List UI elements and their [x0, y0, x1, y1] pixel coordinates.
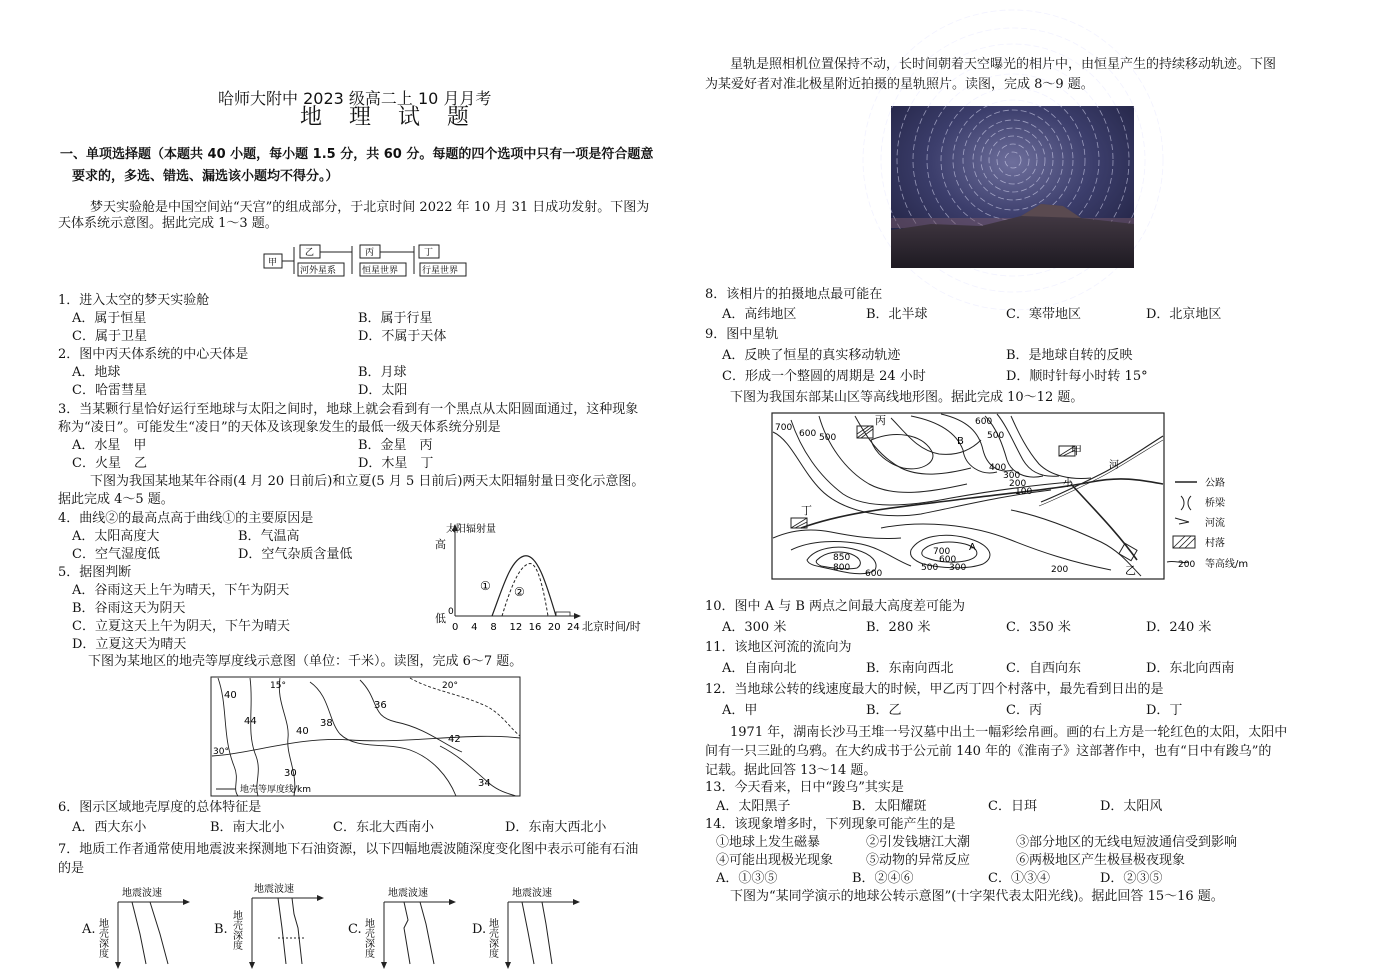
- contour-label: 500: [819, 433, 837, 443]
- crust-label: 44: [244, 716, 257, 727]
- contour-label: 400: [989, 463, 1007, 473]
- crust-label: 36: [374, 700, 387, 711]
- q2-option-a: A．地球: [72, 365, 121, 380]
- seismic-graph-c: [364, 884, 464, 970]
- solar-radiation-chart: [432, 520, 672, 640]
- legend-road: 公路: [1205, 478, 1225, 489]
- q2-option-c: C．哈雷彗星: [72, 383, 147, 398]
- contour-label: 100: [1015, 487, 1033, 497]
- crust-label: 15°: [270, 681, 286, 691]
- intro-text: 下图为我国某地某年谷雨(4 月 20 日前后)和立夏(5 月 5 日前后)两天太阳辐射量日变化示意图。: [90, 474, 645, 489]
- q6-option-d: D．东南大西北小: [505, 820, 607, 835]
- q3-option-c: C．火星 乙: [72, 456, 147, 471]
- q5-option-c: C．立夏这天上午为阴天，下午为晴天: [72, 619, 290, 634]
- x-tick-label: 20: [547, 622, 561, 633]
- q9-option-c: C．形成一个整圆的周期是 24 小时: [722, 369, 926, 384]
- x-tick-label: 8: [490, 622, 497, 633]
- intro-text: 1971 年，湖南长沙马王堆一号汉墓中出土一幅彩绘帛画。画的右上方是一轮红色的太阳，太阳中: [730, 725, 1288, 740]
- seismic-axis-y: 地壳深度: [362, 918, 374, 958]
- village-label: 丁: [801, 504, 812, 517]
- star-trail-photo: [891, 106, 1134, 268]
- q3-stem-cont: 称为“凌日”。可能发生“凌日”的天体及该现象发生的最低一级天体系统分别是: [58, 420, 501, 435]
- q14-item: ②引发钱塘江大潮: [866, 835, 971, 850]
- q5-option-a: A．谷雨这天上午为晴天，下午为阴天: [72, 583, 290, 598]
- section-heading: 一、单项选择题（本题共 40 小题，每小题 1.5 分，共 60 分。每题的四个选项中只有一项是符合题意: [60, 147, 654, 162]
- seismic-axis-x: 地震波速: [254, 884, 294, 895]
- q6-stem: 6．图示区域地壳厚度的总体特征是: [58, 800, 262, 815]
- x-tick-label: 16: [528, 622, 542, 633]
- q3-option-d: D．木星 丁: [358, 456, 434, 471]
- q1-option-a: A．属于恒星: [72, 311, 147, 326]
- q1-option-d: D．不属于天体: [358, 329, 447, 344]
- contour-label: 200: [1051, 565, 1069, 575]
- q7-option-d-label: D.: [472, 922, 487, 937]
- topographic-map: [771, 410, 1255, 582]
- intro-text: 为某爱好者对准北极星附近拍摄的星轨照片。读图，完成 8～9 题。: [705, 77, 1094, 92]
- section-heading-cont: 要求的，多选、错选、漏选该小题均不得分。）: [72, 169, 339, 184]
- point-label: A: [969, 542, 976, 553]
- q13-stem: 13．今天看来，日中“踆乌”其实是: [705, 780, 904, 795]
- contour-label: 300: [949, 563, 967, 573]
- q8-stem: 8．该相片的拍摄地点最可能在: [705, 287, 883, 302]
- box-bing: 丙: [365, 248, 375, 258]
- label-galaxy: 河外星系: [300, 266, 337, 276]
- q10-option-b: B．280 米: [866, 620, 931, 635]
- intro-text: 据此完成 4～5 题。: [58, 492, 174, 507]
- q10-stem: 10．图中 A 与 B 两点之间最大高度差可能为: [705, 599, 966, 614]
- q14-option-a: A．①③⑤: [716, 871, 778, 886]
- x-tick-label: 4: [471, 622, 478, 633]
- q11-option-a: A．自南向北: [722, 661, 797, 676]
- contour-label: 600: [799, 429, 817, 439]
- box-yi: 乙: [305, 248, 315, 258]
- crust-label: 20°: [442, 681, 458, 691]
- q9-option-d: D．顺时针每小时转 15°: [1006, 369, 1148, 384]
- q8-option-a: A．高纬地区: [722, 307, 797, 322]
- q8-option-b: B．北半球: [866, 307, 928, 322]
- village-label: 丙: [875, 414, 886, 427]
- village-label: 甲: [1071, 444, 1082, 457]
- chart-ylabel: 太阳辐射量: [446, 524, 496, 535]
- q11-option-b: B．东南向西北: [866, 661, 954, 676]
- seismic-axis-y: 地壳深度: [96, 918, 108, 958]
- q4-option-a: A．太阳高度大: [72, 529, 160, 544]
- contour-label: 600: [975, 417, 993, 427]
- legend-village: 村落: [1205, 538, 1225, 549]
- q14-option-c: C．①③④: [988, 871, 1050, 886]
- seismic-graph-d: [488, 884, 588, 970]
- village-label: 乙: [1125, 564, 1136, 577]
- curve-2-label: ②: [514, 585, 525, 599]
- x-tick-label: 24: [567, 622, 580, 633]
- q10-option-d: D．240 米: [1146, 620, 1212, 635]
- q14-item: ③部分地区的无线电短波通信受到影响: [1016, 835, 1238, 850]
- q10-option-a: A．300 米: [722, 620, 787, 635]
- q14-item: ⑤动物的异常反应: [866, 853, 971, 868]
- contour-label: 500: [987, 431, 1005, 441]
- intro-text: 天体系统示意图。据此完成 1～3 题。: [58, 216, 278, 231]
- q6-option-b: B．南大北小: [210, 820, 285, 835]
- contour-label: 300: [1003, 471, 1021, 481]
- contour-label: 200: [1009, 479, 1027, 489]
- label-star-world: 恒星世界: [362, 266, 399, 276]
- chart-y-high: 高: [435, 538, 446, 551]
- crust-label: 40: [224, 690, 237, 701]
- intro-text: 下图为“某同学演示的地球公转示意图”(十字架代表太阳光线)。据此回答 15～16 题。: [730, 889, 1224, 904]
- box-ding: 丁: [424, 248, 434, 258]
- chart-y-zero: 0: [448, 607, 454, 617]
- q7-option-a-label: A.: [82, 922, 96, 937]
- river-label: 小: [1063, 478, 1073, 489]
- q10-option-c: C．350 米: [1006, 620, 1071, 635]
- q4-option-b: B．气温高: [238, 529, 300, 544]
- label-planet-world: 行星世界: [422, 266, 459, 276]
- crust-label: 38: [320, 718, 333, 729]
- q4-option-c: C．空气湿度低: [72, 547, 160, 562]
- q12-stem: 12．当地球公转的线速度最大的时候，甲乙丙丁四个村落中，最先看到日出的是: [705, 682, 1164, 697]
- crust-legend: 地壳等厚度线/km: [240, 785, 312, 795]
- q1-option-b: B．属于行星: [358, 311, 433, 326]
- contour-label: 800: [833, 563, 851, 573]
- seismic-graph-a: [98, 884, 198, 970]
- q5-option-b: B．谷雨这天为阴天: [72, 601, 186, 616]
- q12-option-a: A．甲: [722, 703, 758, 718]
- q14-item: ④可能出现极光现象: [716, 853, 834, 868]
- q2-stem: 2．图中丙天体系统的中心天体是: [58, 347, 249, 362]
- q9-option-a: A．反映了恒星的真实移动轨迹: [722, 348, 901, 363]
- x-tick-label: 0: [452, 622, 459, 633]
- q14-option-b: B．②④⑥: [852, 871, 914, 886]
- x-ticks: [452, 622, 580, 633]
- exam-title: 哈师大附中 2023 级高二上 10 月月考: [218, 89, 492, 108]
- chart-xlabel: 北京时间/时: [582, 620, 641, 633]
- legend-contour-value: 200: [1178, 560, 1196, 570]
- q3-option-a: A．水星 甲: [72, 438, 147, 453]
- chart-y-low: 低: [435, 612, 446, 625]
- crust-label: 34: [478, 778, 491, 789]
- q14-item: ①地球上发生磁暴: [716, 835, 821, 850]
- q5-option-d: D．立夏这天为晴天: [72, 637, 187, 652]
- box-jia: 甲: [268, 258, 278, 268]
- q11-option-d: D．东北向西南: [1146, 661, 1235, 676]
- intro-text: 记载。据此回答 13～14 题。: [705, 763, 877, 778]
- q1-stem: 1．进入太空的梦天实验舱: [58, 293, 210, 308]
- q6-option-a: A．西大东小: [72, 820, 147, 835]
- q7-stem: 7．地质工作者通常使用地震波来探测地下石油资源，以下四幅地震波随深度变化图中表示可能有石油: [58, 842, 639, 857]
- q3-stem: 3．当某颗行星恰好运行至地球与太阳之间时，地球上就会看到有一个黑点从太阳圆面通过，这种现象: [58, 402, 639, 417]
- q4-stem: 4．曲线②的最高点高于曲线①的主要原因是: [58, 511, 314, 526]
- celestial-system-diagram: [262, 242, 472, 278]
- q12-option-d: D．丁: [1146, 703, 1183, 718]
- crust-label: 40: [296, 726, 309, 737]
- contour-label: 850: [833, 553, 851, 563]
- legend-contour-unit: 等高线/m: [1205, 559, 1249, 570]
- crust-label: 30°: [213, 747, 229, 757]
- q14-stem: 14．该现象增多时，下列现象可能产生的是: [705, 817, 956, 832]
- intro-text: 下图为我国东部某山区等高线地形图。据此完成 10～12 题。: [730, 390, 1084, 405]
- seismic-axis-x: 地震波速: [122, 888, 162, 899]
- q13-option-d: D．太阳风: [1100, 799, 1163, 814]
- intro-text: 下图为某地区的地壳等厚度线示意图（单位：千米）。读图，完成 6～7 题。: [88, 654, 523, 669]
- q9-stem: 9．图中星轨: [705, 327, 779, 342]
- contour-label: 500: [921, 563, 939, 573]
- q7-option-c-label: C.: [348, 922, 362, 937]
- seismic-axis-x: 地震波速: [388, 888, 428, 899]
- seismic-graph-b: [232, 880, 332, 970]
- intro-text: 梦天实验舱是中国空间站“天宫”的组成部分，于北京时间 2022 年 10 月 31 日成功发射。下图为: [90, 200, 650, 215]
- q7-option-b-label: B.: [214, 922, 228, 937]
- intro-text: 星轨是照相机位置保持不动，长时间朝着天空曝光的相片中，由恒星产生的持续移动轨迹。下图: [730, 57, 1277, 72]
- q2-option-d: D．太阳: [358, 383, 408, 398]
- crust-label: 42: [448, 734, 461, 745]
- intro-text: 间有一只三趾的乌鸦。在大约成书于公元前 140 年的《淮南子》这部著作中，也有“日中有踆乌”的: [705, 744, 1272, 759]
- q6-option-c: C．东北大西南小: [333, 820, 434, 835]
- q11-stem: 11．该地区河流的流向为: [705, 640, 852, 655]
- contour-label: 700: [933, 547, 951, 557]
- seismic-axis-y: 地壳深度: [486, 918, 498, 958]
- contour-label: 600: [865, 569, 883, 579]
- q5-stem: 5．据图判断: [58, 565, 132, 580]
- subject-title: 地 理 试 题: [300, 105, 479, 130]
- q9-option-b: B．是地球自转的反映: [1006, 348, 1133, 363]
- q13-option-c: C．日珥: [988, 799, 1037, 814]
- q8-option-c: C．寒带地区: [1006, 307, 1081, 322]
- crust-thickness-map: [210, 676, 522, 798]
- q11-option-c: C．自西向东: [1006, 661, 1081, 676]
- river-label: 河: [1109, 460, 1119, 471]
- q4-option-d: D．空气杂质含量低: [238, 547, 353, 562]
- q13-option-a: A．太阳黑子: [716, 799, 791, 814]
- crust-label: 30: [284, 768, 297, 779]
- legend-river: 河流: [1205, 518, 1225, 529]
- point-label: B: [957, 436, 964, 447]
- curve-1-label: ①: [480, 579, 491, 593]
- q3-option-b: B．金星 丙: [358, 438, 433, 453]
- contour-label: 700: [775, 423, 793, 433]
- q7-stem-cont: 的是: [58, 861, 85, 876]
- contour-label: 600: [939, 555, 957, 565]
- q1-option-c: C．属于卫星: [72, 329, 147, 344]
- q8-option-d: D．北京地区: [1146, 307, 1222, 322]
- q14-option-d: D．②③⑤: [1100, 871, 1163, 886]
- q2-option-b: B．月球: [358, 365, 407, 380]
- q12-option-c: C．丙: [1006, 703, 1042, 718]
- seismic-axis-y: 地壳深度: [230, 910, 242, 950]
- x-tick-label: 12: [509, 622, 523, 633]
- q12-option-b: B．乙: [866, 703, 902, 718]
- seismic-axis-x: 地震波速: [512, 888, 552, 899]
- q14-item: ⑥两极地区产生极昼极夜现象: [1016, 853, 1186, 868]
- q13-option-b: B．太阳耀斑: [852, 799, 927, 814]
- legend-bridge: 桥梁: [1205, 498, 1225, 509]
